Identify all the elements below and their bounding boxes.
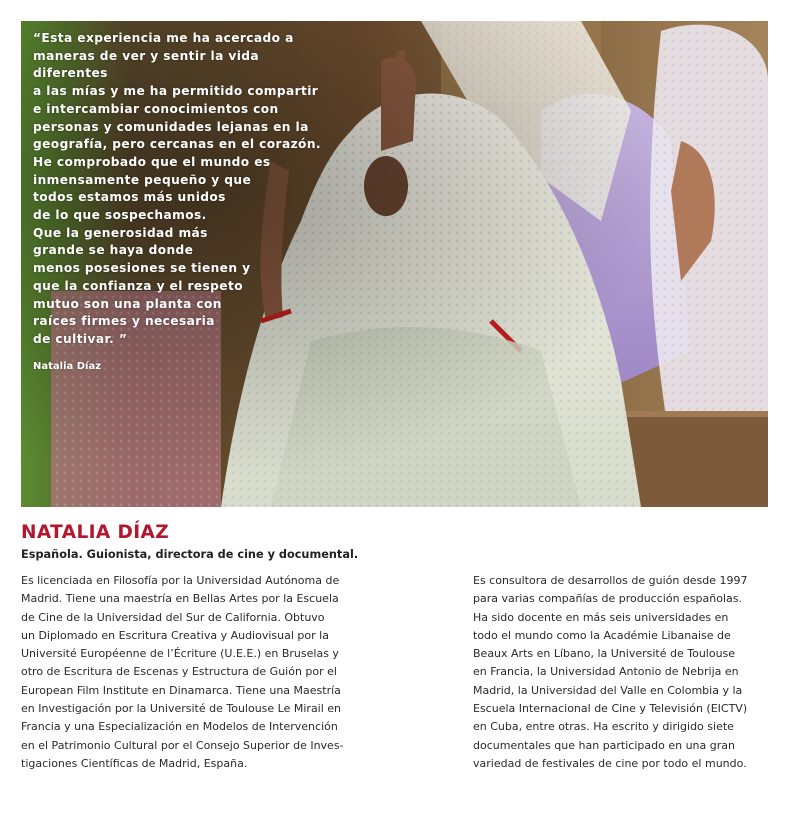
bio-right-column: Es consultora de desarrollos de guión desde 1997 para varias compañías de producción españolas. Ha sido docente en más seis universidades en todo el mundo como la Académie Libanaise de Beaux Arts en Líbano, la Université de Toulouse en Francia, la Universidad Antonio de Nebrija en Madrid, la Universidad del Valle en Colombia y la Escuela Internacional de Cine y Televisión (EICTV) en Cuba, entre otras. Ha escrito y dirigido siete documentales que han participado en una gran variedad de festivales de cine por todo el mundo. — [473, 574, 748, 770]
testimonial-quote: “Esta experiencia me ha acercado a maneras de ver y sentir la vida diferentes a las mías y me ha permitido compartir e intercambiar conocimientos con personas y comunidades lejanas en la geografía, pero cercanas en el corazón. He comprobado que el mundo es inmensamente pequeño y que todos estamos más unidos de lo que sospechamos. Que la generosidad más grande se haya donde menos posesiones se tienen y que la confianza y el respeto mutuo son una planta con raíces firmes y necesaria de cultivar. ” — [33, 31, 321, 346]
bio-left-column: Es licenciada en Filosofía por la Universidad Autónoma de Madrid. Tiene una maestría en Bellas Artes por la Escuela de Cine de la Universidad del Sur de California. Obtuvo un Diplomado en Escritura Creativa y Audiovisual por la Université Européenne de l’Écriture (U.E.E.) en Bruselas y otro de Escritura de Escenas y Estructura de Guión por el European Film Institute en Dinamarca. Tiene una Maestría en Investigación por la Université de Toulouse Le Mirail en Francia y una Especialización en Modelos de Intervención en el Patrimonio Cultural por el Consejo Superior de Inves- tigaciones Científicas de Madrid, España. — [21, 574, 344, 770]
hero-photo — [21, 21, 768, 507]
person-subtitle: Española. Guionista, directora de cine y documental. — [21, 548, 359, 561]
person-name: NATALIA DÍAZ — [21, 522, 170, 543]
quote-author: Natalia Díaz — [33, 361, 102, 372]
